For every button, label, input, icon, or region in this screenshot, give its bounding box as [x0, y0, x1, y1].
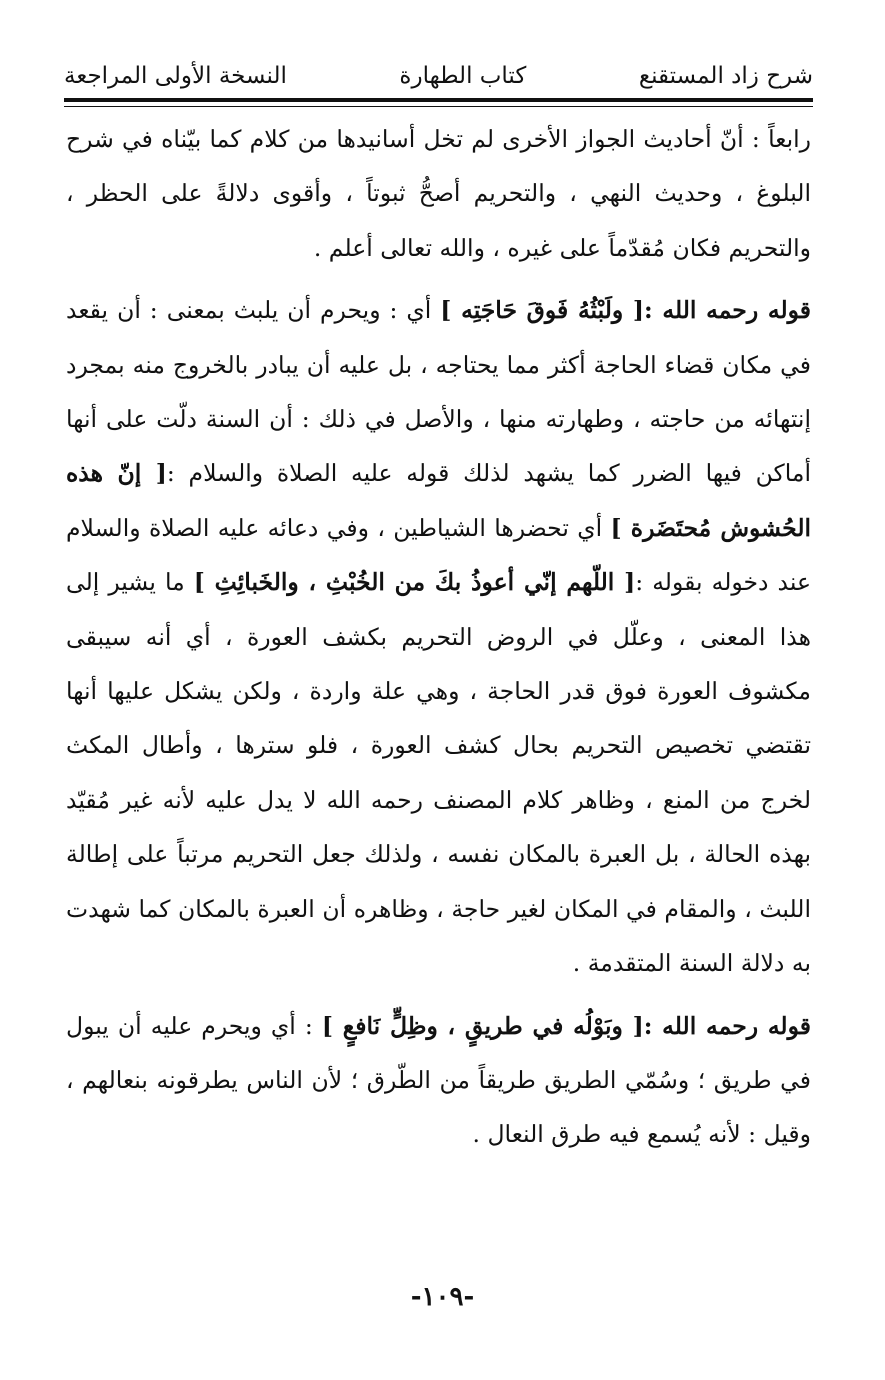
- commentary-text: : أي ويحرم عليه أن يبول في طريق ؛ وسُمّي الطريق طريقاً من الطّرق ؛ لأن الناس يطرقونه بنعالهم ، وقيل : لأنه يُسمع فيه طرق النعال .: [66, 1011, 811, 1149]
- quoted-matn-text: قوله رحمه الله :[ ولَبْثُهُ فَوقَ حَاجَتِه ]: [440, 296, 811, 325]
- header-book-title: شرح زاد المستقنع: [638, 63, 813, 89]
- header-edition-note: النسخة الأولى المراجعة: [64, 63, 287, 89]
- body-text: [66, 112, 811, 1162]
- header-rule-thin: [64, 106, 813, 107]
- paragraph: [66, 999, 811, 1162]
- running-header: [64, 58, 813, 94]
- page-number: -١٠٩-: [410, 1282, 475, 1312]
- paragraph: [66, 283, 811, 990]
- header-chapter-title: كتاب الطهارة: [399, 63, 527, 89]
- quoted-matn-text: قوله رحمه الله :[ وبَوْلُه في طريقٍ ، وظِلٍّ نَافعٍ ]: [321, 1011, 811, 1040]
- commentary-text: أي تحضرها الشياطين ، وفي دعائه عليه الصلاة والسلام عند دخوله بقوله :: [66, 513, 812, 597]
- commentary-text: ما يشير إلى هذا المعنى ، وعلّل في الروض التحريم بكشف العورة ، أي أنه سيبقى مكشوف العورة فوق قدر الحاجة ، وهي علة واردة ، ولكن يشكل عليها أنها تقتضي تخصيص التحريم بحال كشف العورة ، فلو سترها ، وأطال المكث لخرج من المنع ، وظاهر كلام المصنف رحمه الله لا يدل عليه لأنه غير مُقيّد بهذه الحالة ، بل العبرة بالمكان نفسه ، ولذلك جعل التحريم مرتباً على إطالة اللبث ، والمقام في المكان لغير حاجة ، وظاهره أن العبرة بالمكان كما شهدت به دلالة السنة المتقدمة .: [66, 568, 811, 978]
- commentary-text: رابعاً : أنّ أحاديث الجواز الأخرى لم تخل أسانيدها من كلام كما بيّناه في شرح البلوغ ، وحديث النهي ، والتحريم أصحُّ ثبوتاً ، وأقوى دلالةً على الحظر ، والتحريم فكان مُقدّماً على غيره ، والله تعالى أعلم .: [66, 125, 811, 262]
- commentary-text: أي : ويحرم أن يلبث بمعنى : أن يقعد في مكان قضاء الحاجة أكثر مما يحتاجه ، بل عليه أن يبادر بالخروج منه بمجرد إنتهائه من حاجته ، وطهارته منها ، والأصل في ذلك : أن السنة دلّت على أنها أماكن فيها الضرر كما يشهد لذلك قوله عليه الصلاة والسلام :: [66, 296, 811, 488]
- quoted-matn-text: [ اللّهم إنّي أعوذُ بكَ من الخُبْثِ ، والخَبائِثِ ]: [193, 568, 636, 597]
- paragraph: [66, 112, 811, 275]
- header-rule-thick: [64, 98, 813, 102]
- quoted-matn-text: [ إنّ هذه الحُشوش مُحتَضَرة ]: [66, 459, 812, 542]
